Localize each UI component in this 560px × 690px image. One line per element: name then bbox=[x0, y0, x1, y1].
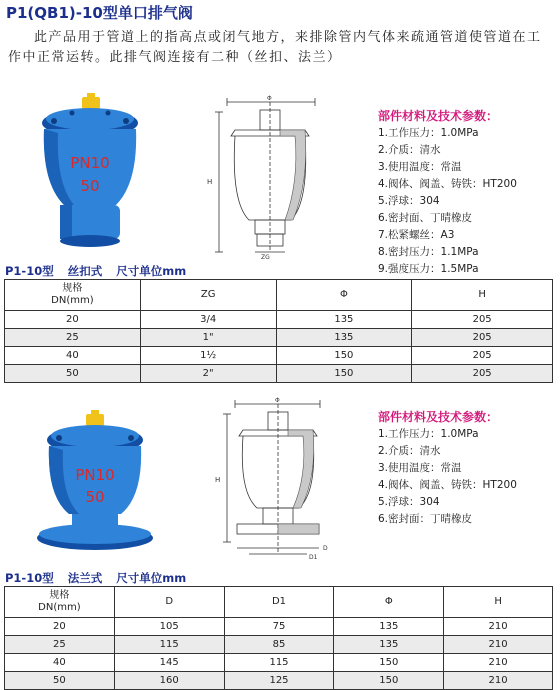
drawing-phi-label: Φ bbox=[275, 397, 280, 404]
threaded-spec-list bbox=[378, 125, 517, 278]
cell-d: 145 bbox=[114, 654, 224, 672]
cell-h: 205 bbox=[412, 365, 553, 383]
valve-pn-label: PN10 bbox=[70, 154, 110, 172]
valve-dn-label: 50 bbox=[80, 177, 100, 195]
spec-item: 2.介质：清水 bbox=[378, 144, 441, 156]
spec-item: 9.强度压力：1.5MPa bbox=[378, 263, 479, 275]
cell-dn: 25 bbox=[5, 636, 115, 654]
table-row bbox=[5, 347, 553, 365]
section-unit: 尺寸单位mm bbox=[116, 571, 187, 585]
cell-dn: 20 bbox=[5, 311, 141, 329]
cell-phi: 135 bbox=[334, 618, 444, 636]
spec-item: 6.密封面：丁晴橡皮 bbox=[378, 513, 473, 525]
intro-paragraph: 此产品用于管道上的指高点或闭气地方，来排除管内气体来疏通管道使管道在工作中正常运转。此排气阀连接有二种（丝扣、法兰） bbox=[8, 30, 542, 65]
header-h: H bbox=[412, 280, 553, 311]
valve-pn-label: PN10 bbox=[75, 466, 115, 484]
cell-phi: 150 bbox=[334, 672, 444, 690]
table-row bbox=[5, 329, 553, 347]
cell-h: 205 bbox=[412, 329, 553, 347]
flanged-spec-title: 部件材料及技术参数： bbox=[378, 410, 499, 424]
drawing-d-label: D bbox=[323, 545, 328, 552]
cell-h: 205 bbox=[412, 311, 553, 329]
cell-zg: 1" bbox=[140, 329, 276, 347]
table-header-row bbox=[5, 587, 553, 618]
cell-zg: 3/4 bbox=[140, 311, 276, 329]
header-d1: D1 bbox=[224, 587, 334, 618]
spec-item: 1.工作压力：1.0MPa bbox=[378, 428, 479, 440]
cell-zg: 1½ bbox=[140, 347, 276, 365]
cell-d: 160 bbox=[114, 672, 224, 690]
table-header-row bbox=[5, 280, 553, 311]
cell-zg: 2" bbox=[140, 365, 276, 383]
flanged-spec-list bbox=[378, 426, 517, 528]
cell-phi: 150 bbox=[276, 347, 412, 365]
flanged-section-title bbox=[5, 570, 200, 586]
cell-d1: 115 bbox=[224, 654, 334, 672]
spec-item: 5.浮球：304 bbox=[378, 496, 440, 508]
spec-item: 8.密封压力：1.1MPa bbox=[378, 246, 479, 258]
table-row bbox=[5, 365, 553, 383]
section-model: P1-10型 bbox=[5, 571, 54, 585]
flanged-spec-table bbox=[4, 586, 553, 690]
cell-phi: 150 bbox=[276, 365, 412, 383]
header-spec: 规格 DN(mm) bbox=[5, 587, 115, 618]
cell-phi: 150 bbox=[334, 654, 444, 672]
cell-dn: 50 bbox=[5, 365, 141, 383]
cell-phi: 135 bbox=[276, 329, 412, 347]
flanged-valve-drawing bbox=[215, 392, 345, 562]
table-row bbox=[5, 618, 553, 636]
cell-phi: 135 bbox=[276, 311, 412, 329]
spec-item: 7.松紧螺丝：A3 bbox=[378, 229, 455, 241]
threaded-section-title bbox=[5, 263, 200, 279]
cell-h: 210 bbox=[444, 618, 553, 636]
spec-item: 4.阀体、阀盖、铸铁：HT200 bbox=[378, 479, 517, 491]
cell-dn: 40 bbox=[5, 347, 141, 365]
table-row bbox=[5, 311, 553, 329]
cell-dn: 50 bbox=[5, 672, 115, 690]
flanged-valve-image bbox=[30, 410, 160, 560]
page-title: P1(QB1)-10型单口排气阀 bbox=[6, 4, 193, 22]
cell-dn: 40 bbox=[5, 654, 115, 672]
spec-item: 1.工作压力：1.0MPa bbox=[378, 127, 479, 139]
header-spec: 规格 DN(mm) bbox=[5, 280, 141, 311]
table-row bbox=[5, 636, 553, 654]
cell-d1: 85 bbox=[224, 636, 334, 654]
spec-item: 2.介质：清水 bbox=[378, 445, 441, 457]
threaded-spec-table bbox=[4, 279, 553, 383]
drawing-zg-label: ZG bbox=[261, 254, 270, 261]
threaded-valve-drawing bbox=[205, 92, 335, 262]
spec-item: 3.使用温度：常温 bbox=[378, 462, 462, 474]
section-model: P1-10型 bbox=[5, 264, 54, 278]
cell-d: 105 bbox=[114, 618, 224, 636]
cell-d1: 75 bbox=[224, 618, 334, 636]
drawing-phi-label: Φ bbox=[267, 95, 272, 102]
section-type: 法兰式 bbox=[67, 571, 103, 585]
header-d: D bbox=[114, 587, 224, 618]
spec-item: 6.密封面、丁晴橡皮 bbox=[378, 212, 473, 224]
section-type: 丝扣式 bbox=[67, 264, 103, 278]
spec-item: 5.浮球：304 bbox=[378, 195, 440, 207]
cell-dn: 25 bbox=[5, 329, 141, 347]
drawing-h-label: H bbox=[215, 476, 221, 484]
header-zg: ZG bbox=[140, 280, 276, 311]
header-phi: Φ bbox=[276, 280, 412, 311]
cell-d1: 125 bbox=[224, 672, 334, 690]
spec-item: 4.阀体、阀盖、铸铁：HT200 bbox=[378, 178, 517, 190]
spec-item: 3.使用温度：常温 bbox=[378, 161, 462, 173]
cell-dn: 20 bbox=[5, 618, 115, 636]
cell-phi: 135 bbox=[334, 636, 444, 654]
section-unit: 尺寸单位mm bbox=[116, 264, 187, 278]
drawing-d1-label: D1 bbox=[309, 554, 318, 561]
cell-h: 205 bbox=[412, 347, 553, 365]
cell-h: 210 bbox=[444, 672, 553, 690]
threaded-valve-image bbox=[30, 93, 150, 248]
cell-h: 210 bbox=[444, 654, 553, 672]
header-phi: Φ bbox=[334, 587, 444, 618]
threaded-spec-title: 部件材料及技术参数： bbox=[378, 109, 499, 123]
cell-d: 115 bbox=[114, 636, 224, 654]
valve-dn-label: 50 bbox=[85, 488, 105, 506]
table-row bbox=[5, 654, 553, 672]
header-h: H bbox=[444, 587, 553, 618]
drawing-h-label: H bbox=[207, 178, 213, 186]
cell-h: 210 bbox=[444, 636, 553, 654]
